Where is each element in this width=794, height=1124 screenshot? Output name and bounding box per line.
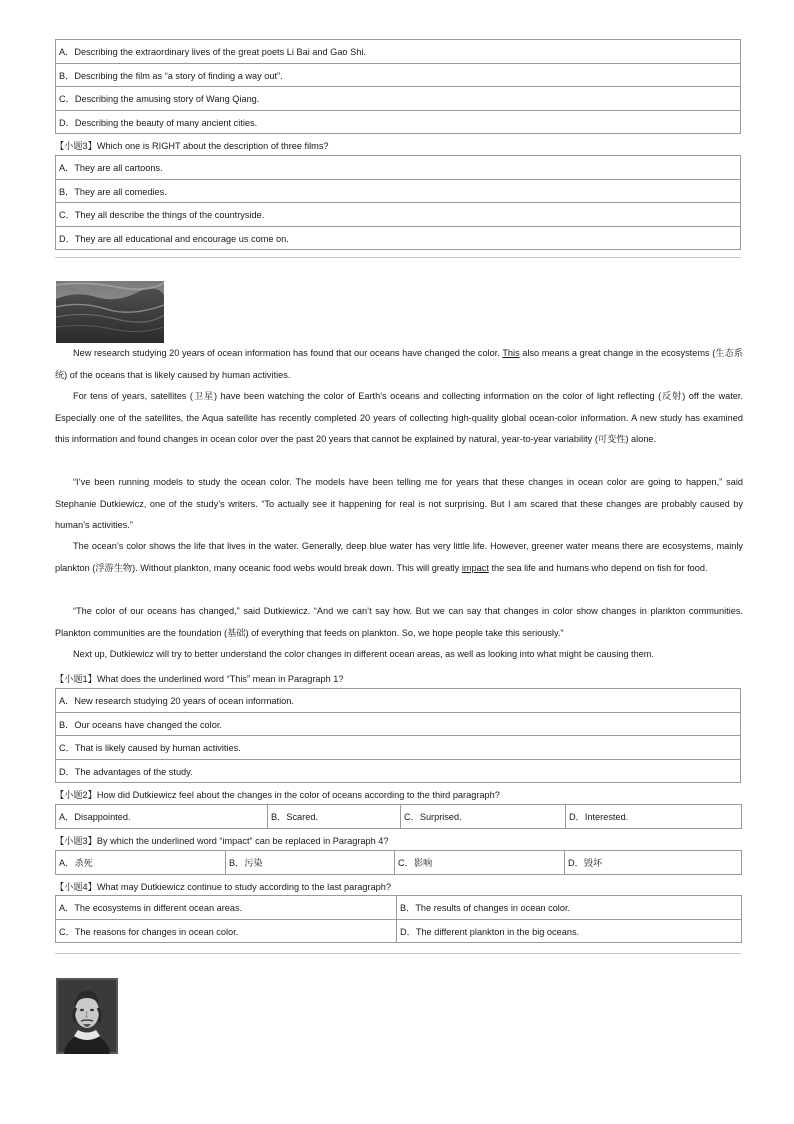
underlined-word-impact: impact — [461, 562, 489, 573]
prev-q3-stem: 【小题3】Which one is RIGHT about the description of three films? — [55, 141, 329, 151]
q1-option-c[interactable]: C．That is likely caused by human activities. — [56, 736, 741, 760]
prev-option-c[interactable]: C．Describing the amusing story of Wang Qiang. — [56, 87, 741, 111]
passage-paragraph-3: “I’ve been running models to study the ocean color. The models have been telling me for years that these changes in ocean color are going to happen,” said Stephanie Dutkiewicz, one of the study’s writers. “To actually see it happening for real is not surprising. But I am scared that these changes are probably caused by human’s activities.” — [55, 477, 743, 530]
q3-option-d[interactable]: D．毁坏 — [565, 851, 742, 875]
prev-q3-options-table — [55, 155, 741, 250]
passage-paragraph-5: “The color of our oceans has changed,” said Dutkiewicz. “And we can’t say how. But we can say that changes in color show changes in plankton communities. Plankton communities are the foundation (基础) of everything that feeds on plankton. So, we hope people take this seriously.” — [55, 606, 743, 638]
q1-option-b[interactable]: B．Our oceans have changed the color. — [56, 712, 741, 736]
q3-option-a[interactable]: A．杀死 — [56, 851, 226, 875]
q1-options-table — [55, 688, 741, 783]
portrait-photo — [56, 978, 118, 1054]
q4-option-b[interactable]: B．The results of changes in ocean color. — [397, 896, 742, 920]
prev-q3-option-a[interactable]: A．They are all cartoons. — [56, 156, 741, 180]
q2-option-d[interactable]: D．Interested. — [566, 805, 742, 829]
q4-stem: 【小题4】What may Dutkiewicz continue to study according to the last paragraph? — [55, 882, 392, 892]
q4-option-a[interactable]: A．The ecosystems in different ocean areas. — [56, 896, 397, 920]
prev-q3-option-c[interactable]: C．They all describe the things of the countryside. — [56, 203, 741, 227]
q1-option-d[interactable]: D．The advantages of the study. — [56, 759, 741, 783]
q4-options-table — [55, 895, 742, 943]
prev-option-b[interactable]: B．Describing the film as “a story of finding a way out”. — [56, 63, 741, 87]
prev-q3-option-b[interactable]: B．They are all comedies. — [56, 179, 741, 203]
section-divider-2 — [55, 953, 741, 954]
q3-options-table — [55, 850, 742, 875]
q4-option-d[interactable]: D．The different plankton in the big oceans. — [397, 919, 742, 943]
ocean-photo — [56, 281, 164, 343]
q3-stem: 【小题3】By which the underlined word “impact” can be replaced in Paragraph 4? — [55, 836, 389, 846]
underlined-word-this: This — [502, 348, 520, 358]
prev-q3-option-d[interactable]: D．They are all educational and encourage us come on. — [56, 226, 741, 250]
q4-option-c[interactable]: C．The reasons for changes in ocean color. — [56, 919, 397, 943]
passage-paragraph-4: The ocean’s color shows the life that lives in the water. Generally, deep blue water has very little life. However, greener water means there are ecosystems, mainly plankton (浮游生物). Without plankton, many oceanic food webs would break down. This will greatly impact the sea life and humans who depend on fish for food. — [55, 541, 743, 573]
q1-option-a[interactable]: A．New research studying 20 years of ocean information. — [56, 689, 741, 713]
q3-option-c[interactable]: C．影响 — [395, 851, 565, 875]
passage-paragraph-2: For tens of years, satellites (卫星) have been watching the color of Earth’s oceans and collecting information on the color of light reflecting (反射) off the water. Especially one of the satellites, the Aqua satellite has recently completed 20 years of collecting high-quality global ocean-color information. A new study has examined this information and found changes in ocean color over the past 20 years that cannot be explained by natural, year-to-year variability (可变性) alone. — [55, 391, 743, 444]
section-divider — [55, 257, 741, 258]
q2-stem: 【小题2】How did Dutkiewicz feel about the changes in the color of oceans according to the third paragraph? — [55, 790, 500, 800]
q2-options-table — [55, 804, 742, 829]
q2-option-b[interactable]: B．Scared. — [268, 805, 401, 829]
q3-option-b[interactable]: B．污染 — [226, 851, 395, 875]
q1-stem: 【小题1】What does the underlined word “This” mean in Paragraph 1? — [55, 674, 344, 684]
prev-option-a[interactable]: A．Describing the extraordinary lives of the great poets Li Bai and Gao Shi. — [56, 40, 741, 64]
prev-options-table — [55, 39, 741, 134]
passage-paragraph-6: Next up, Dutkiewicz will try to better understand the color changes in different ocean areas, as well as looking into what might be causing them. — [73, 649, 654, 659]
passage-paragraph-1: New research studying 20 years of ocean information has found that our oceans have changed the color. This also means a great change in the ecosystems (生态系统) of the oceans that is likely caused by human activities. — [55, 348, 743, 380]
prev-option-d[interactable]: D．Describing the beauty of many ancient cities. — [56, 110, 741, 134]
q2-option-c[interactable]: C．Surprised. — [401, 805, 566, 829]
q2-option-a[interactable]: A．Disappointed. — [56, 805, 268, 829]
